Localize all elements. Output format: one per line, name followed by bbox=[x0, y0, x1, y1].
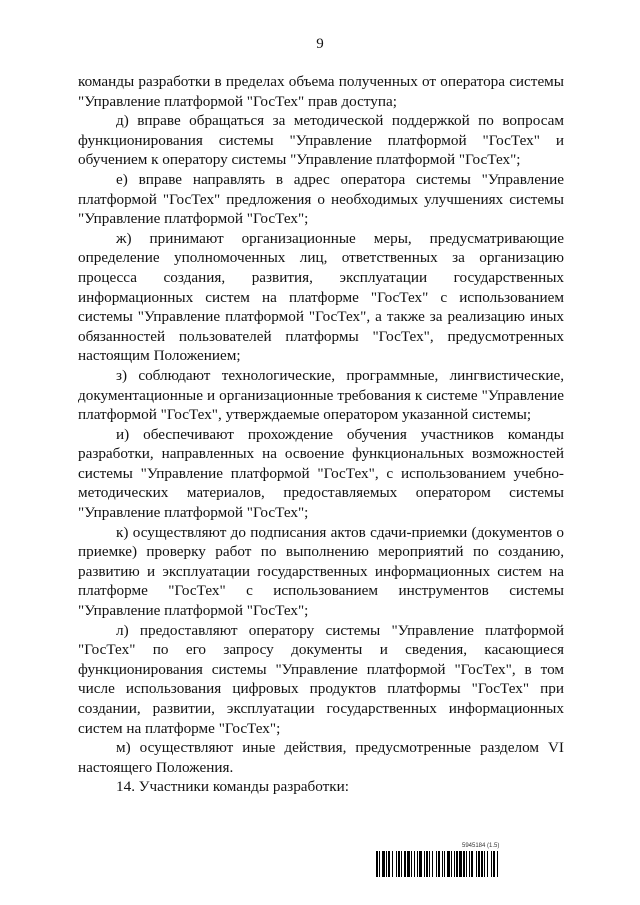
paragraph-item-zh: ж) принимают организационные меры, предусматривающие определение уполномоченных лиц, ответственных за организацию процесса создания, развития, эксплуатации государственных информационных систем на платформе "ГосТех" с использованием системы "Управление платформой "ГосТех", а также за реализацию иных обязанностей пользователей платформы "ГосТех", предусмотренных настоящим Положением; bbox=[78, 229, 564, 365]
paragraph-item-i: и) обеспечивают прохождение обучения участников команды разработки, направленных на освоение функциональных возможностей системы "Управление платформой "ГосТех", с использованием учебно-методических материалов, предоставляемых оператором системы "Управление платформой "ГосТех"; bbox=[78, 425, 564, 522]
paragraph-item-k: к) осуществляют до подписания актов сдачи-приемки (документов о приемке) проверку работ по выполнению мероприятий по созданию, развитию и эксплуатации государственных информационных систем на платформе "ГосТех" с использованием инструментов системы "Управление платформой "ГосТех"; bbox=[78, 523, 564, 620]
document-code: 5945184 (1.5) bbox=[462, 843, 500, 849]
paragraph-item-d: д) вправе обращаться за методической поддержкой по вопросам функционирования системы "Управление платформой "ГосТех" и обучением к оператору системы "Управление платформой "ГосТех"; bbox=[78, 112, 564, 169]
barcode-image bbox=[376, 851, 564, 877]
document-body bbox=[78, 72, 564, 797]
paragraph-continuation: команды разработки в пределах объема полученных от оператора системы "Управление платформой "ГосТех" прав доступа; bbox=[78, 73, 564, 110]
paragraph-item-l: л) предоставляют оператору системы "Управление платформой "ГосТех" по его запросу документы и сведения, касающиеся функционирования системы "Управление платформой "ГосТех", в том числе использования цифровых продуктов платформы "ГосТех" при создании, развитии, эксплуатации государственных информационных систем на платформе "ГосТех"; bbox=[78, 621, 564, 737]
page-number: 9 bbox=[316, 36, 324, 52]
paragraph-14-heading: 14. Участники команды разработки: bbox=[116, 778, 350, 796]
paragraph-item-e: е) вправе направлять в адрес оператора системы "Управление платформой "ГосТех" предложения о необходимых улучшениях системы "Управление платформой "ГосТех"; bbox=[78, 170, 564, 228]
paragraph-item-z: з) соблюдают технологические, программные, лингвистические, документационные и организационные требования к системе "Управление платформой "ГосТех", утверждаемые оператором указанной системы; bbox=[78, 366, 564, 424]
paragraph-item-m: м) осуществляют иные действия, предусмотренные разделом VI настоящего Положения. bbox=[78, 739, 564, 776]
